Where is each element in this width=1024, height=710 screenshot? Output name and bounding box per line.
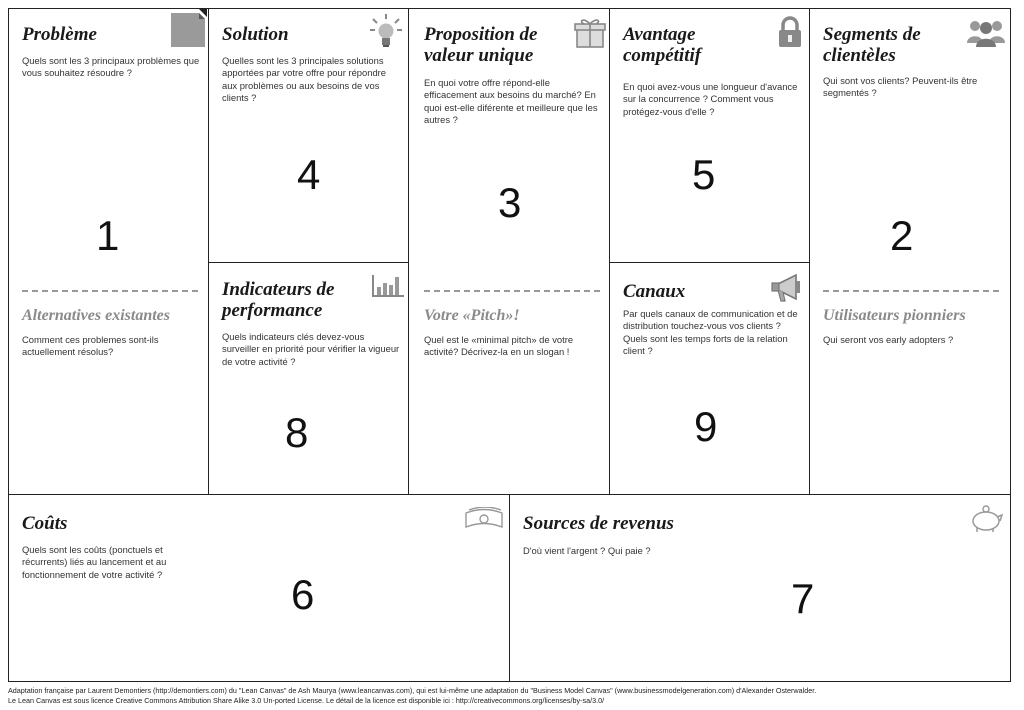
block-avantage — [609, 8, 811, 264]
block-canaux — [609, 262, 811, 496]
divider — [22, 290, 198, 292]
megaphone-icon — [770, 273, 806, 305]
probleme-title: Problème — [22, 24, 97, 45]
lean-canvas — [8, 8, 1011, 682]
document-icon — [169, 9, 207, 49]
pitch-title: Votre «Pitch»! — [424, 307, 520, 324]
canaux-desc: Par quels canaux de communication et de distribution touchez-vous vos clients ? Quels sont les temps forts de la relation client ? — [623, 308, 798, 357]
block-revenus — [509, 494, 1011, 682]
piggy-bank-icon — [968, 505, 1004, 533]
couts-number: 6 — [291, 571, 315, 618]
couts-title: Coûts — [22, 513, 68, 534]
alternatives-desc: Comment ces problemes sont-ils actuellement résolus? — [22, 334, 159, 358]
lock-icon — [777, 16, 803, 48]
avantage-number: 5 — [692, 151, 716, 198]
block-solution — [208, 8, 410, 264]
indicateurs-number: 8 — [285, 409, 309, 456]
people-icon — [966, 17, 1006, 47]
revenus-number: 7 — [791, 575, 815, 622]
segments-title: Segments de clientèles — [823, 24, 921, 66]
block-couts — [8, 494, 511, 682]
gift-icon — [574, 15, 606, 49]
block-probleme — [8, 8, 210, 496]
avantage-desc: En quoi avez-vous une longueur d'avance sur la concurrence ? Comment vous protégez-vous d'elle ? — [623, 81, 798, 117]
license-line-2: Le Lean Canvas est sous licence Creative Commons Attribution Share Alike 3.0 Un-ported License. Le détail de la licence est disponible ici : http://creativecommons.org/licenses/by-sa/3.0/ — [8, 696, 605, 705]
solution-number: 4 — [297, 151, 321, 198]
proposition-title: Proposition de valeur unique — [424, 24, 538, 66]
banknote-icon — [463, 507, 505, 531]
divider — [424, 290, 600, 292]
segments-number: 2 — [890, 212, 914, 259]
early-adopters-desc: Qui seront vos early adopters ? — [823, 334, 954, 345]
block-proposition — [408, 8, 611, 496]
lightbulb-icon — [369, 13, 403, 49]
canaux-title: Canaux — [623, 281, 686, 302]
segments-desc: Qui sont vos clients? Peuvent-ils être segmentés ? — [823, 75, 978, 99]
indicateurs-desc: Quels indicateurs clés devez-vous surveiller en priorité pour vérifier la vigueur de votre activité ? — [222, 331, 400, 367]
bar-chart-icon — [371, 273, 405, 299]
probleme-desc: Quels sont les 3 principaux problèmes que vous souhaitez résoudre ? — [22, 55, 200, 79]
alternatives-title: Alternatives existantes — [22, 307, 170, 324]
avantage-title: Avantage compétitif — [623, 24, 702, 66]
proposition-number: 3 — [498, 179, 522, 226]
pitch-desc: Quel est le «minimal pitch» de votre activité? Décrivez-la en un slogan ! — [424, 334, 574, 358]
revenus-title: Sources de revenus — [523, 513, 674, 534]
revenus-desc: D'où vient l'argent ? Qui paie ? — [523, 545, 651, 556]
early-adopters-title: Utilisateurs pionniers — [823, 307, 966, 324]
solution-desc: Quelles sont les 3 principales solutions apportées par votre offre pour répondre aux problèmes ou aux besoins de vos clients ? — [222, 55, 386, 104]
indicateurs-title: Indicateurs de performance — [222, 279, 335, 321]
proposition-desc: En quoi votre offre répond-elle efficacement aux besoins du marché? En quoi est-elle diférente et meilleure que les autres ? — [424, 77, 598, 126]
probleme-number: 1 — [96, 212, 120, 259]
block-indicateurs — [208, 262, 410, 496]
couts-desc: Quels sont les coûts (ponctuels et récurrents) liés au lancement et au fonctionnement de votre activité ? — [22, 544, 167, 580]
solution-title: Solution — [222, 24, 289, 45]
block-segments — [809, 8, 1011, 496]
divider — [823, 290, 999, 292]
attribution-line-1: Adaptation française par Laurent Demontiers (http://demontiers.com) du "Lean Canvas" de Ash Maurya (www.leancanvas.com), qui est lui-même une adaptation du "Business Model Canvas" (www.businessmodelgeneration.com) d'Alexander Osterwalder. — [8, 686, 817, 695]
canaux-number: 9 — [694, 403, 718, 450]
